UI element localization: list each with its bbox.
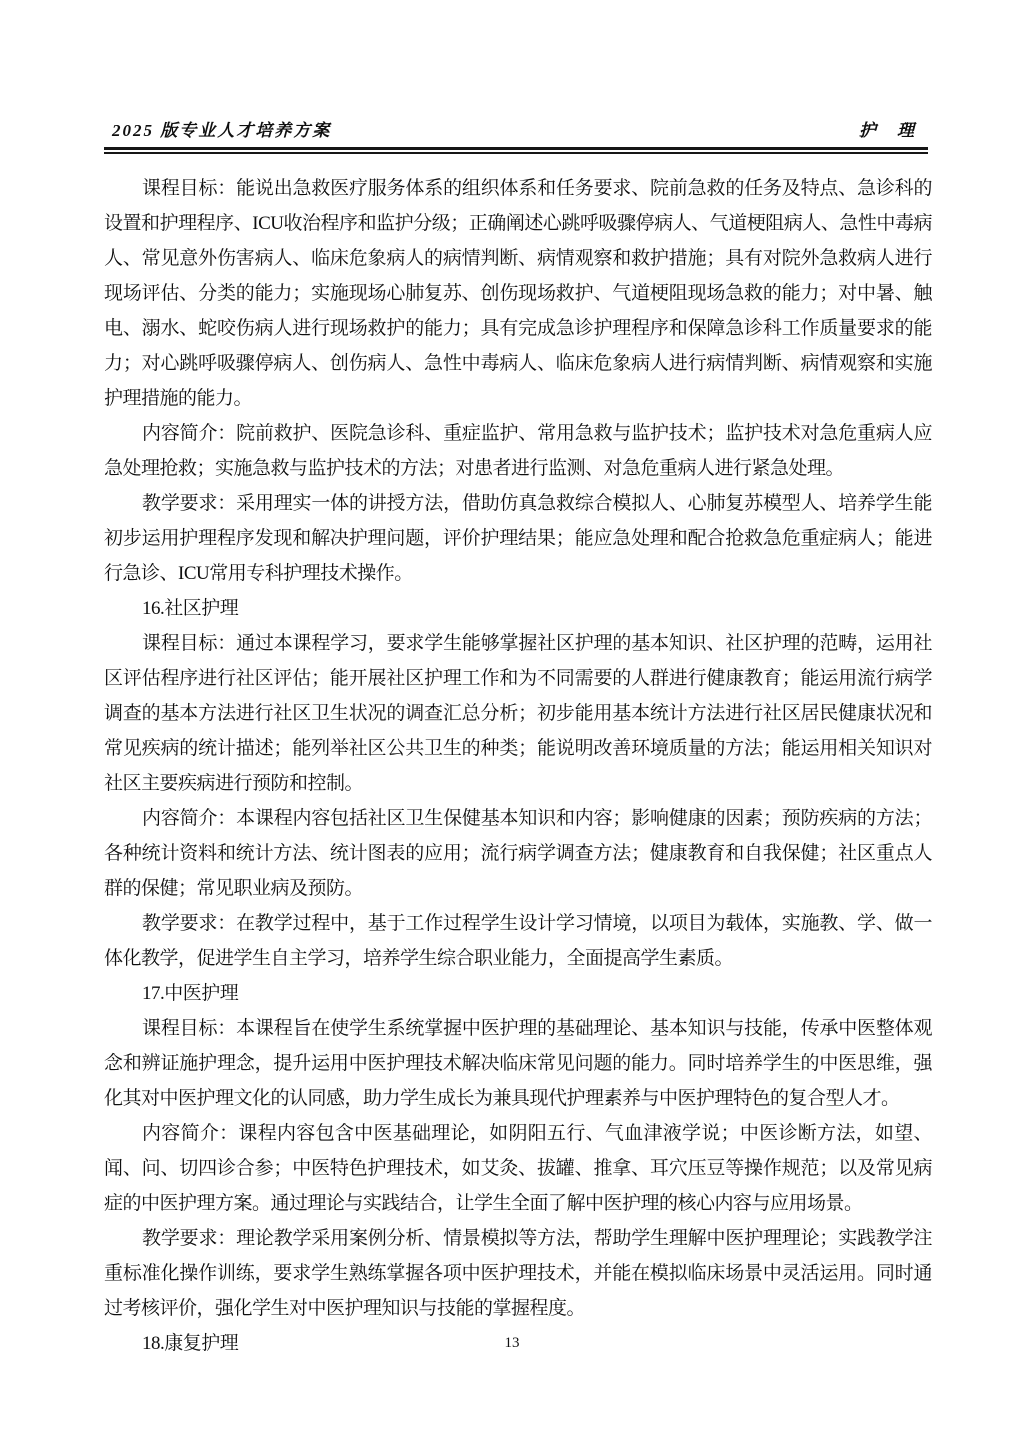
section-heading: 18.康复护理	[142, 1333, 239, 1354]
paragraph: 教学要求：理论教学采用案例分析、情景模拟等方法，帮助学生理解中医护理理论；实践教学注重标准化操作训练，要求学生熟练掌握各项中医护理技术，并能在模拟临床场景中灵活运用。同时通过考核评价，强化学生对中医护理知识与技能的掌握程度。	[104, 1228, 932, 1319]
page-number: 13	[504, 1335, 520, 1351]
paragraph: 内容简介：课程内容包含中医基础理论，如阴阳五行、气血津液学说；中医诊断方法，如望、闻、问、切四诊合参；中医特色护理技术，如艾灸、拔罐、推拿、耳穴压豆等操作规范；以及常见病症的中医护理方案。通过理论与实践结合，让学生全面了解中医护理的核心内容与应用场景。	[104, 1123, 932, 1214]
paragraph: 课程目标：本课程旨在使学生系统掌握中医护理的基础理论、基本知识与技能，传承中医整体观念和辨证施护理念，提升运用中医护理技术解决临床常见问题的能力。同时培养学生的中医思维，强化其对中医护理文化的认同感，助力学生成长为兼具现代护理素养与中医护理特色的复合型人才。	[104, 1018, 932, 1109]
paragraph: 课程目标：通过本课程学习，要求学生能够掌握社区护理的基本知识、社区护理的范畴，运用社区评估程序进行社区评估；能开展社区护理工作和为不同需要的人群进行健康教育；能运用流行病学调查的基本方法进行社区卫生状况的调查汇总分析；初步能用基本统计方法进行社区居民健康状况和常见疾病的统计描述；能列举社区公共卫生的种类；能说明改善环境质量的方法；能运用相关知识对社区主要疾病进行预防和控制。	[104, 633, 932, 794]
page-footer	[0, 1334, 1024, 1352]
section-heading: 17.中医护理	[142, 983, 239, 1004]
header-left-title: 2025 版专业人才培养方案	[112, 121, 332, 140]
paragraph: 教学要求：在教学过程中，基于工作过程学生设计学习情境，以项目为载体，实施教、学、做一体化教学，促进学生自主学习，培养学生综合职业能力，全面提高学生素质。	[104, 913, 932, 969]
section-heading: 16.社区护理	[142, 598, 239, 619]
paragraph: 内容简介：院前救护、医院急诊科、重症监护、常用急救与监护技术；监护技术对急危重病人应急处理抢救；实施急救与监护技术的方法；对患者进行监测、对急危重病人进行紧急处理。	[104, 423, 932, 479]
paragraph: 内容简介：本课程内容包括社区卫生保健基本知识和内容；影响健康的因素；预防疾病的方法；各种统计资料和统计方法、统计图表的应用；流行病学调查方法；健康教育和自我保健；社区重点人群的保健；常见职业病及预防。	[104, 808, 932, 899]
header-right-title: 护 理	[859, 121, 916, 140]
header-row	[104, 120, 928, 142]
header-double-rule	[104, 147, 928, 154]
document-body	[104, 171, 932, 1361]
page-header	[104, 120, 928, 154]
paragraph: 课程目标：能说出急救医疗服务体系的组织体系和任务要求、院前急救的任务及特点、急诊科的设置和护理程序、ICU收治程序和监护分级；正确阐述心跳呼吸骤停病人、气道梗阻病人、急性中毒病人、常见意外伤害病人、临床危象病人的病情判断、病情观察和救护措施；具有对院外急救病人进行现场评估、分类的能力；实施现场心肺复苏、创伤现场救护、气道梗阻现场急救的能力；对中暑、触电、溺水、蛇咬伤病人进行现场救护的能力；具有完成急诊护理程序和保障急诊科工作质量要求的能力；对心跳呼吸骤停病人、创伤病人、急性中毒病人、临床危象病人进行病情判断、病情观察和实施护理措施的能力。	[104, 178, 932, 409]
paragraph: 教学要求：采用理实一体的讲授方法，借助仿真急救综合模拟人、心肺复苏模型人、培养学生能初步运用护理程序发现和解决护理问题，评价护理结果；能应急处理和配合抢救急危重症病人；能进行急诊、ICU常用专科护理技术操作。	[104, 493, 932, 584]
